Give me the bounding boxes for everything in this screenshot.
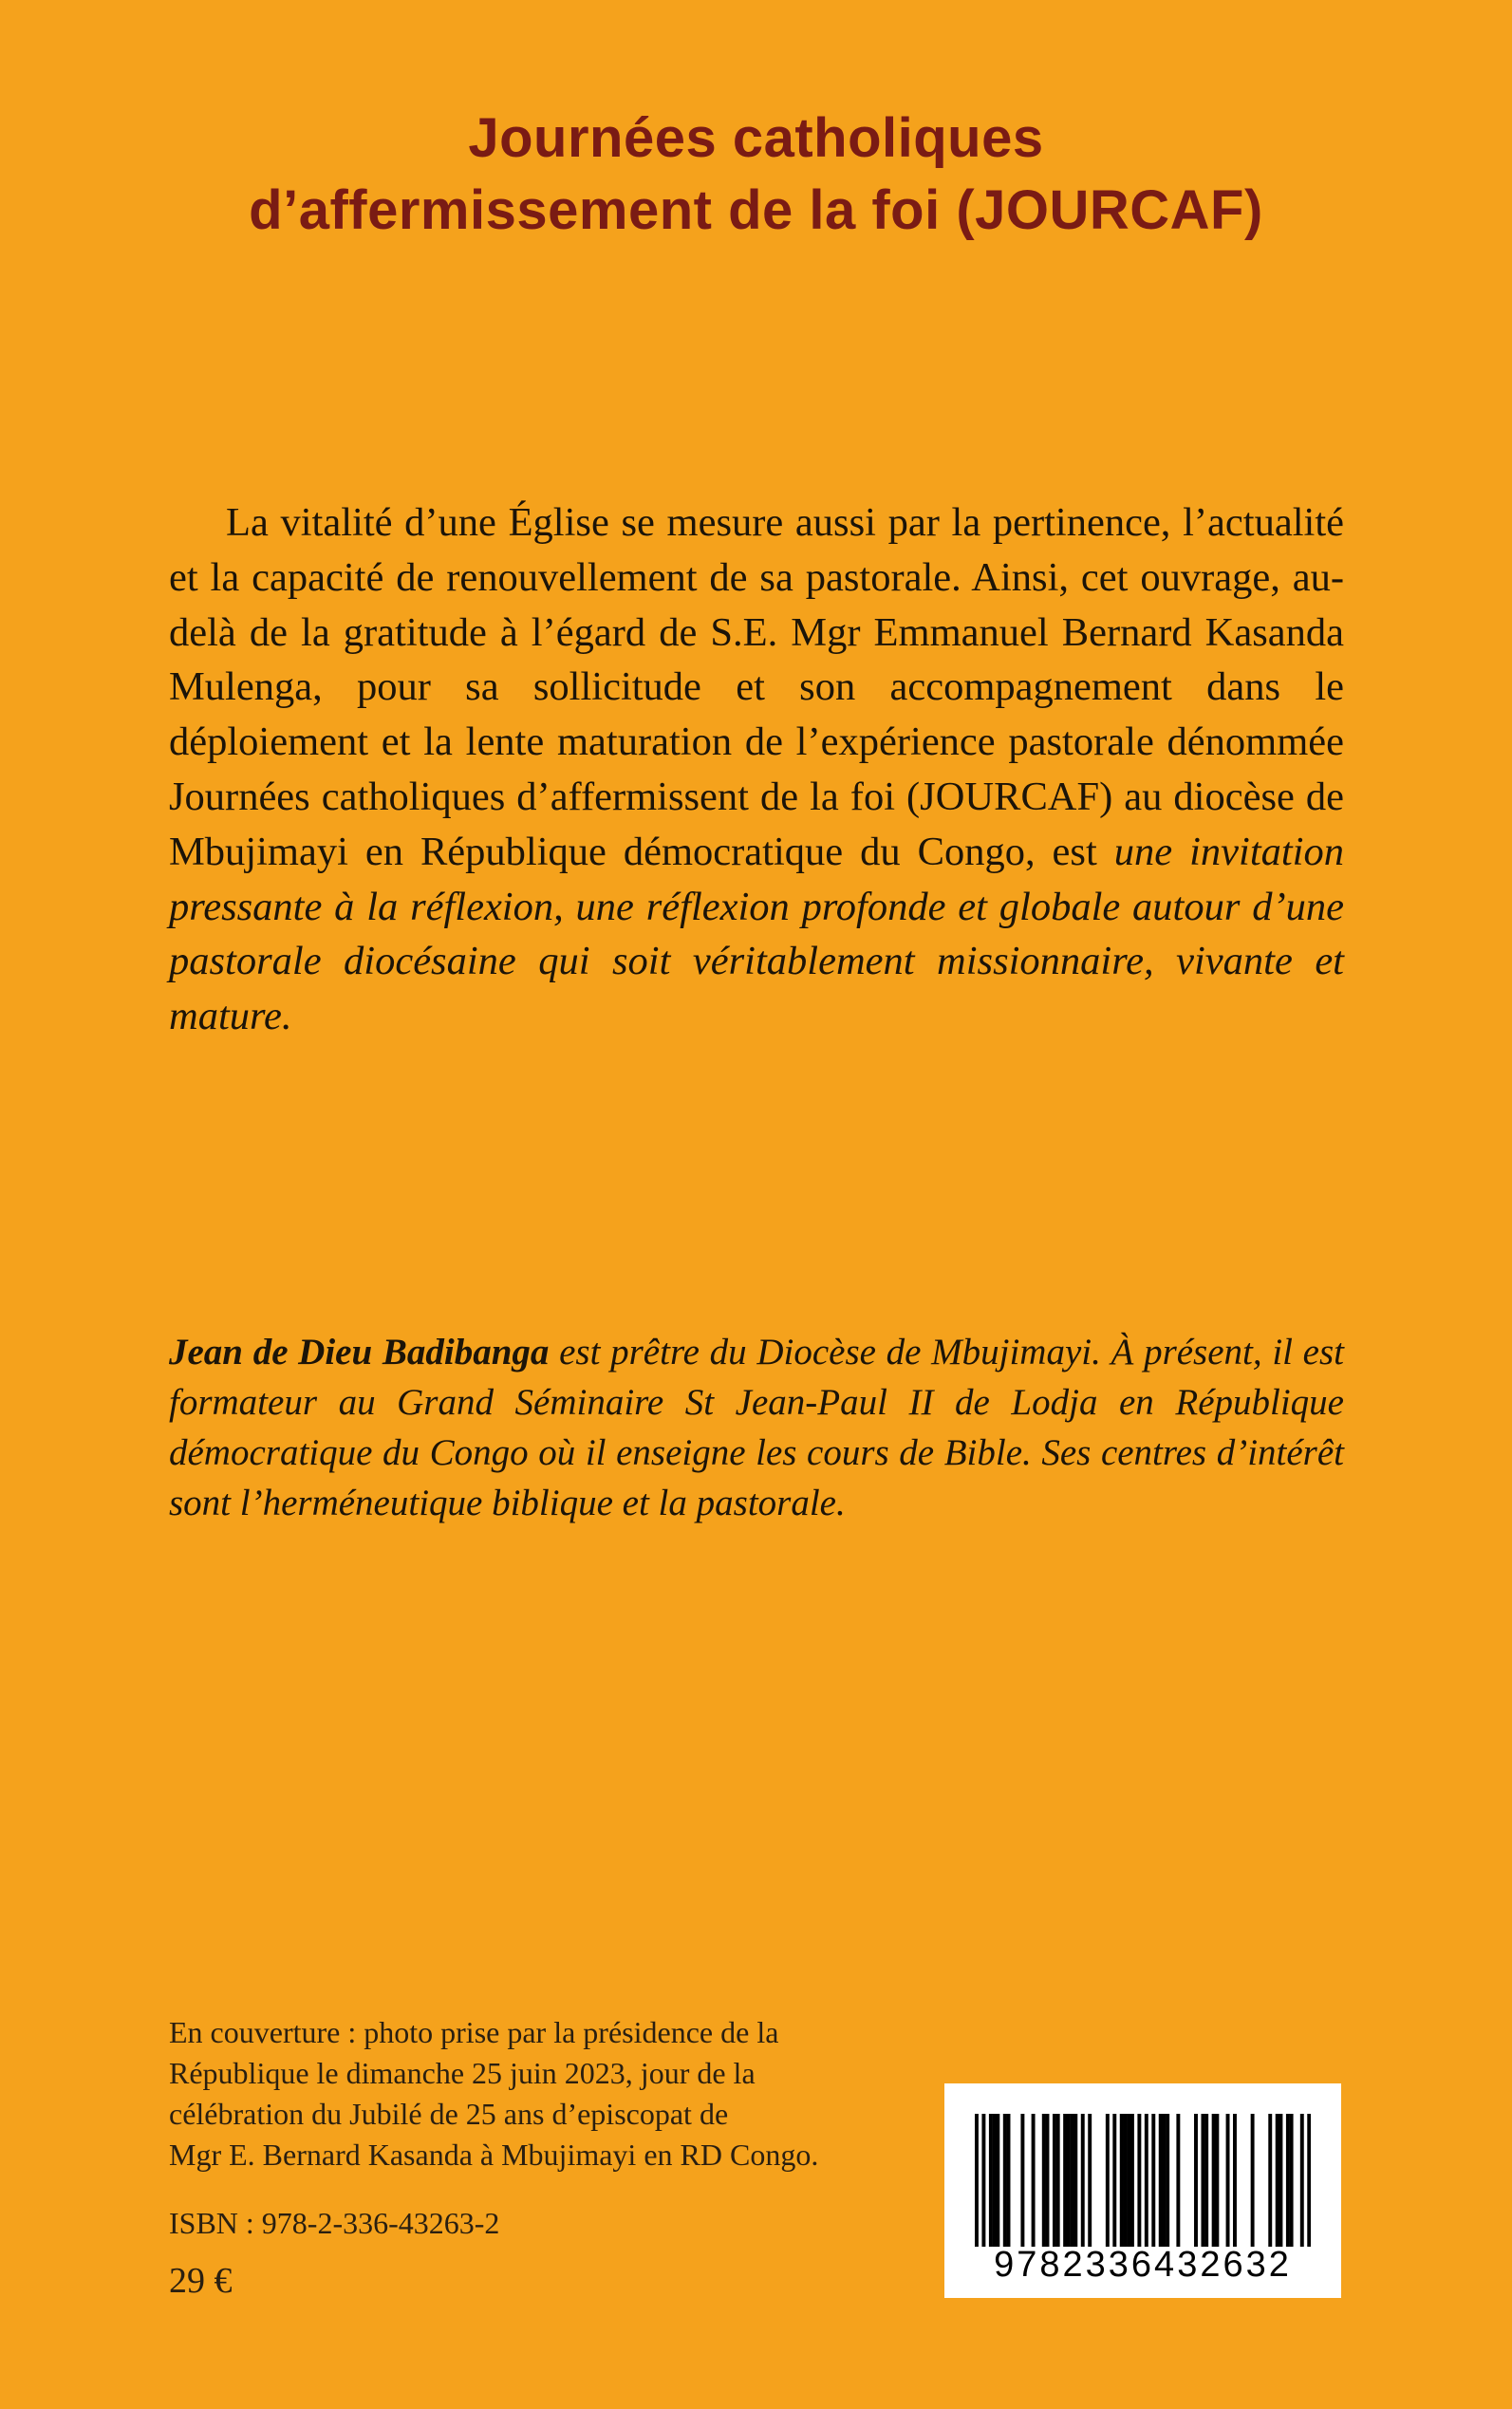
barcode-bar bbox=[1130, 2114, 1134, 2247]
cover-photo-credit bbox=[169, 2012, 890, 2176]
barcode-bar bbox=[975, 2114, 979, 2247]
barcode-bar bbox=[1003, 2114, 1007, 2247]
barcode-bar bbox=[1279, 2114, 1282, 2247]
barcode-bar bbox=[1112, 2114, 1116, 2247]
barcode-bar bbox=[1042, 2114, 1046, 2247]
barcode-bars bbox=[975, 2114, 1311, 2247]
author-bio-text: est prêtre du Diocèse de Mbujimayi. À présent, il est formateur au Grand Séminaire St Jean-Paul II de Lodja en République démocratique du Congo où il enseigne les cours de Bible. Ses centres d’intérêt sont l’herméneutique biblique et la pastorale. bbox=[169, 1332, 1344, 1523]
barcode-bar bbox=[1145, 2114, 1148, 2247]
barcode-bar bbox=[1159, 2114, 1163, 2247]
barcode-bar bbox=[1067, 2114, 1071, 2247]
author-name: Jean de Dieu Badibanga bbox=[169, 1332, 550, 1373]
barcode-bar bbox=[1251, 2114, 1255, 2247]
credit-line-1: En couverture : photo prise par la présidence de la bbox=[169, 2015, 779, 2049]
title-line-2: d’affermissement de la foi (JOURCAF) bbox=[249, 179, 1263, 241]
barcode-bar bbox=[1233, 2114, 1237, 2247]
barcode-bar bbox=[1151, 2114, 1155, 2247]
barcode-bar bbox=[1124, 2114, 1128, 2247]
barcode-bar bbox=[1300, 2114, 1304, 2247]
barcode-bar bbox=[1268, 2114, 1272, 2247]
barcode-bar bbox=[1276, 2114, 1279, 2247]
barcode bbox=[944, 2083, 1341, 2298]
book-title bbox=[0, 103, 1512, 247]
barcode-bar bbox=[1226, 2114, 1230, 2247]
barcode-bar bbox=[1137, 2114, 1141, 2247]
barcode-bar bbox=[1071, 2114, 1074, 2247]
barcode-bar bbox=[1127, 2114, 1130, 2247]
barcode-bar bbox=[996, 2114, 999, 2247]
blurb-italic-text: une invitation pressante à la réflexion, une réflexion profonde et globale autour d’une pastorale diocésaine qui soit véritablement missionnaire, vivante et mature. bbox=[169, 829, 1344, 1039]
blurb-regular-text: La vitalité d’une Église se mesure aussi par la pertinence, l’actualité et la capacité de renouvellement de sa pastorale. Ainsi, cet ouvrage, au-delà de la gratitude à l’égard de S.E. Mgr Emmanuel Bernard Kasanda Mulenga, pour sa sollicitude et son accompagnement dans le déploiement et la lente maturation de l’expérience pastorale dénommée Journées catholiques d’affermissent de la foi (JOURCAF) au diocèse de Mbujimayi en République démocratique du Congo, est bbox=[169, 500, 1344, 874]
barcode-digits: 9782336432632 bbox=[994, 2245, 1292, 2285]
barcode-bar bbox=[1046, 2114, 1050, 2247]
barcode-bar bbox=[1106, 2114, 1110, 2247]
book-price: 29 € bbox=[169, 2261, 233, 2301]
barcode-bar bbox=[1176, 2114, 1180, 2247]
barcode-bar bbox=[1290, 2114, 1294, 2247]
barcode-bar bbox=[1162, 2114, 1166, 2247]
barcode-bar bbox=[1204, 2114, 1208, 2247]
barcode-bar bbox=[981, 2114, 985, 2247]
barcode-bar bbox=[989, 2114, 993, 2247]
barcode-bar bbox=[1073, 2114, 1077, 2247]
barcode-bar bbox=[1032, 2114, 1036, 2247]
isbn-number: ISBN : 978-2-336-43263-2 bbox=[169, 2206, 500, 2240]
credit-line-2: République le dimanche 25 juin 2023, jour de la bbox=[169, 2056, 756, 2090]
author-bio bbox=[169, 1327, 1344, 1528]
barcode-bar bbox=[993, 2114, 997, 2247]
barcode-bar bbox=[1120, 2114, 1124, 2247]
barcode-bar bbox=[1007, 2114, 1011, 2247]
barcode-bar bbox=[1081, 2114, 1085, 2247]
barcode-bar bbox=[1053, 2114, 1056, 2247]
barcode-bar bbox=[1286, 2114, 1290, 2247]
credit-line-3: célébration du Jubilé de 25 ans d’episcopat de bbox=[169, 2097, 729, 2131]
barcode-bar bbox=[1088, 2114, 1092, 2247]
barcode-bar bbox=[1166, 2114, 1169, 2247]
barcode-bar bbox=[1194, 2114, 1198, 2247]
barcode-bar bbox=[1063, 2114, 1067, 2247]
barcode-bar bbox=[1307, 2114, 1311, 2247]
blurb-paragraph bbox=[169, 495, 1344, 1044]
barcode-bar bbox=[1056, 2114, 1060, 2247]
barcode-bar bbox=[1215, 2114, 1219, 2247]
barcode-bar bbox=[1201, 2114, 1204, 2247]
credit-line-4: Mgr E. Bernard Kasanda à Mbujimayi en RD Congo. bbox=[169, 2138, 819, 2172]
barcode-bar bbox=[1020, 2114, 1024, 2247]
title-line-1: Journées catholiques bbox=[468, 107, 1044, 169]
barcode-bar bbox=[1212, 2114, 1216, 2247]
